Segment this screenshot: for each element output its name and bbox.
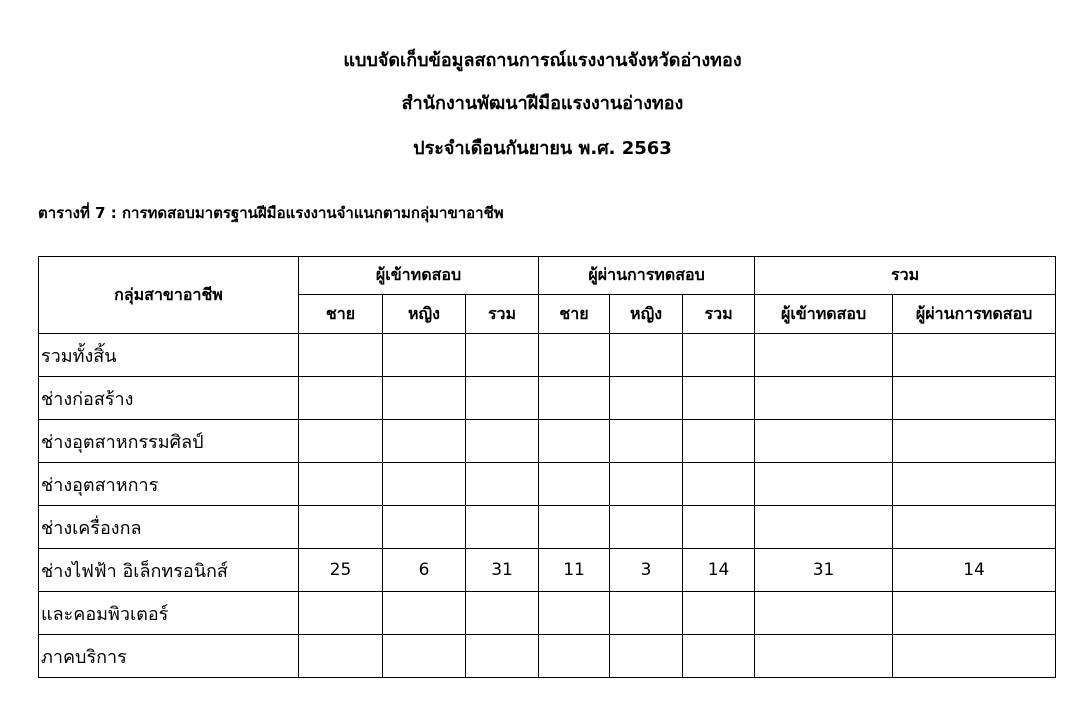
passed-sum-cell: 14	[683, 549, 755, 592]
passed-female-cell	[610, 377, 683, 420]
passed-male-cell	[539, 635, 610, 678]
total-tested-cell	[755, 592, 893, 635]
tested-male-cell	[299, 420, 383, 463]
passed-male-cell: 11	[539, 549, 610, 592]
tested-sum-cell	[466, 420, 539, 463]
passed-sum-cell	[683, 377, 755, 420]
tested-sum-cell: 31	[466, 549, 539, 592]
table-caption: ตารางที่ 7 : การทดสอบมาตรฐานฝีมือแรงงานจำแนกตามกลุ่มาขาอาชีพ	[38, 204, 504, 222]
tested-female-cell	[383, 463, 466, 506]
total-tested-cell	[755, 635, 893, 678]
header-tested-female: หญิง	[383, 295, 466, 334]
table-row	[39, 463, 1056, 506]
tested-sum-cell	[466, 635, 539, 678]
tested-sum-cell	[466, 334, 539, 377]
passed-sum-cell	[683, 635, 755, 678]
table-row	[39, 592, 1056, 635]
tested-female-cell	[383, 635, 466, 678]
tested-female-cell	[383, 420, 466, 463]
table-row	[39, 420, 1056, 463]
passed-sum-cell	[683, 506, 755, 549]
tested-sum-cell	[466, 592, 539, 635]
total-tested-cell	[755, 506, 893, 549]
table-row	[39, 506, 1056, 549]
total-passed-cell	[893, 420, 1056, 463]
table-body	[39, 334, 1056, 678]
tested-sum-cell	[466, 463, 539, 506]
header-tested-sum: รวม	[466, 295, 539, 334]
header-row-groups	[39, 257, 1056, 295]
header-occupation-group: กลุ่มสาขาอาชีพ	[39, 257, 299, 334]
table-row	[39, 377, 1056, 420]
tested-sum-cell	[466, 506, 539, 549]
header-total-tested: ผู้เข้าทดสอบ	[755, 295, 893, 334]
header-total-passed: ผู้ผ่านการทดสอบ	[893, 295, 1056, 334]
tested-female-cell: 6	[383, 549, 466, 592]
tested-male-cell	[299, 377, 383, 420]
header-passed-male: ชาย	[539, 295, 610, 334]
total-passed-cell	[893, 635, 1056, 678]
table-row	[39, 334, 1056, 377]
tested-male-cell: 25	[299, 549, 383, 592]
table-row	[39, 549, 1056, 592]
occupation-name-cell: รวมทั้งสิ้น	[39, 334, 299, 377]
tested-female-cell	[383, 334, 466, 377]
passed-female-cell	[610, 420, 683, 463]
passed-male-cell	[539, 463, 610, 506]
total-passed-cell	[893, 506, 1056, 549]
page-subtitle-office: สำนักงานพัฒนาฝีมือแรงงานอ่างทอง	[401, 93, 684, 114]
tested-female-cell	[383, 377, 466, 420]
passed-male-cell	[539, 420, 610, 463]
total-tested-cell: 31	[755, 549, 893, 592]
occupation-name-cell: ช่างไฟฟ้า อิเล็กทรอนิกส์	[39, 549, 299, 592]
passed-male-cell	[539, 506, 610, 549]
passed-female-cell	[610, 635, 683, 678]
tested-male-cell	[299, 463, 383, 506]
page-subtitle-period: ประจำเดือนกันยายน พ.ศ. 2563	[413, 138, 672, 159]
total-tested-cell	[755, 420, 893, 463]
total-passed-cell: 14	[893, 549, 1056, 592]
passed-female-cell	[610, 506, 683, 549]
total-tested-cell	[755, 377, 893, 420]
header-tested-male: ชาย	[299, 295, 383, 334]
passed-male-cell	[539, 592, 610, 635]
header-total: รวม	[755, 257, 1056, 295]
skill-test-table	[38, 256, 1056, 678]
passed-female-cell	[610, 463, 683, 506]
total-passed-cell	[893, 463, 1056, 506]
passed-female-cell	[610, 592, 683, 635]
tested-female-cell	[383, 592, 466, 635]
table-row	[39, 635, 1056, 678]
tested-male-cell	[299, 592, 383, 635]
header-passed-female: หญิง	[610, 295, 683, 334]
tested-female-cell	[383, 506, 466, 549]
header-passed-sum: รวม	[683, 295, 755, 334]
occupation-name-cell: ภาคบริการ	[39, 635, 299, 678]
total-tested-cell	[755, 334, 893, 377]
occupation-name-cell: ช่างอุตสาหการ	[39, 463, 299, 506]
occupation-name-cell: ช่างก่อสร้าง	[39, 377, 299, 420]
tested-male-cell	[299, 506, 383, 549]
passed-male-cell	[539, 334, 610, 377]
tested-male-cell	[299, 334, 383, 377]
tested-male-cell	[299, 635, 383, 678]
occupation-name-cell: ช่างเครื่องกล	[39, 506, 299, 549]
passed-sum-cell	[683, 334, 755, 377]
passed-sum-cell	[683, 420, 755, 463]
total-passed-cell	[893, 377, 1056, 420]
passed-female-cell	[610, 334, 683, 377]
passed-male-cell	[539, 377, 610, 420]
total-passed-cell	[893, 592, 1056, 635]
tested-sum-cell	[466, 377, 539, 420]
occupation-name-cell: และคอมพิวเตอร์	[39, 592, 299, 635]
header-passed: ผู้ผ่านการทดสอบ	[539, 257, 755, 295]
total-tested-cell	[755, 463, 893, 506]
page-title: แบบจัดเก็บข้อมูลสถานการณ์แรงงานจังหวัดอ่างทอง	[343, 50, 742, 71]
passed-sum-cell	[683, 592, 755, 635]
total-passed-cell	[893, 334, 1056, 377]
occupation-name-cell: ช่างอุตสาหกรรมศิลป์	[39, 420, 299, 463]
header-tested: ผู้เข้าทดสอบ	[299, 257, 539, 295]
passed-sum-cell	[683, 463, 755, 506]
passed-female-cell: 3	[610, 549, 683, 592]
